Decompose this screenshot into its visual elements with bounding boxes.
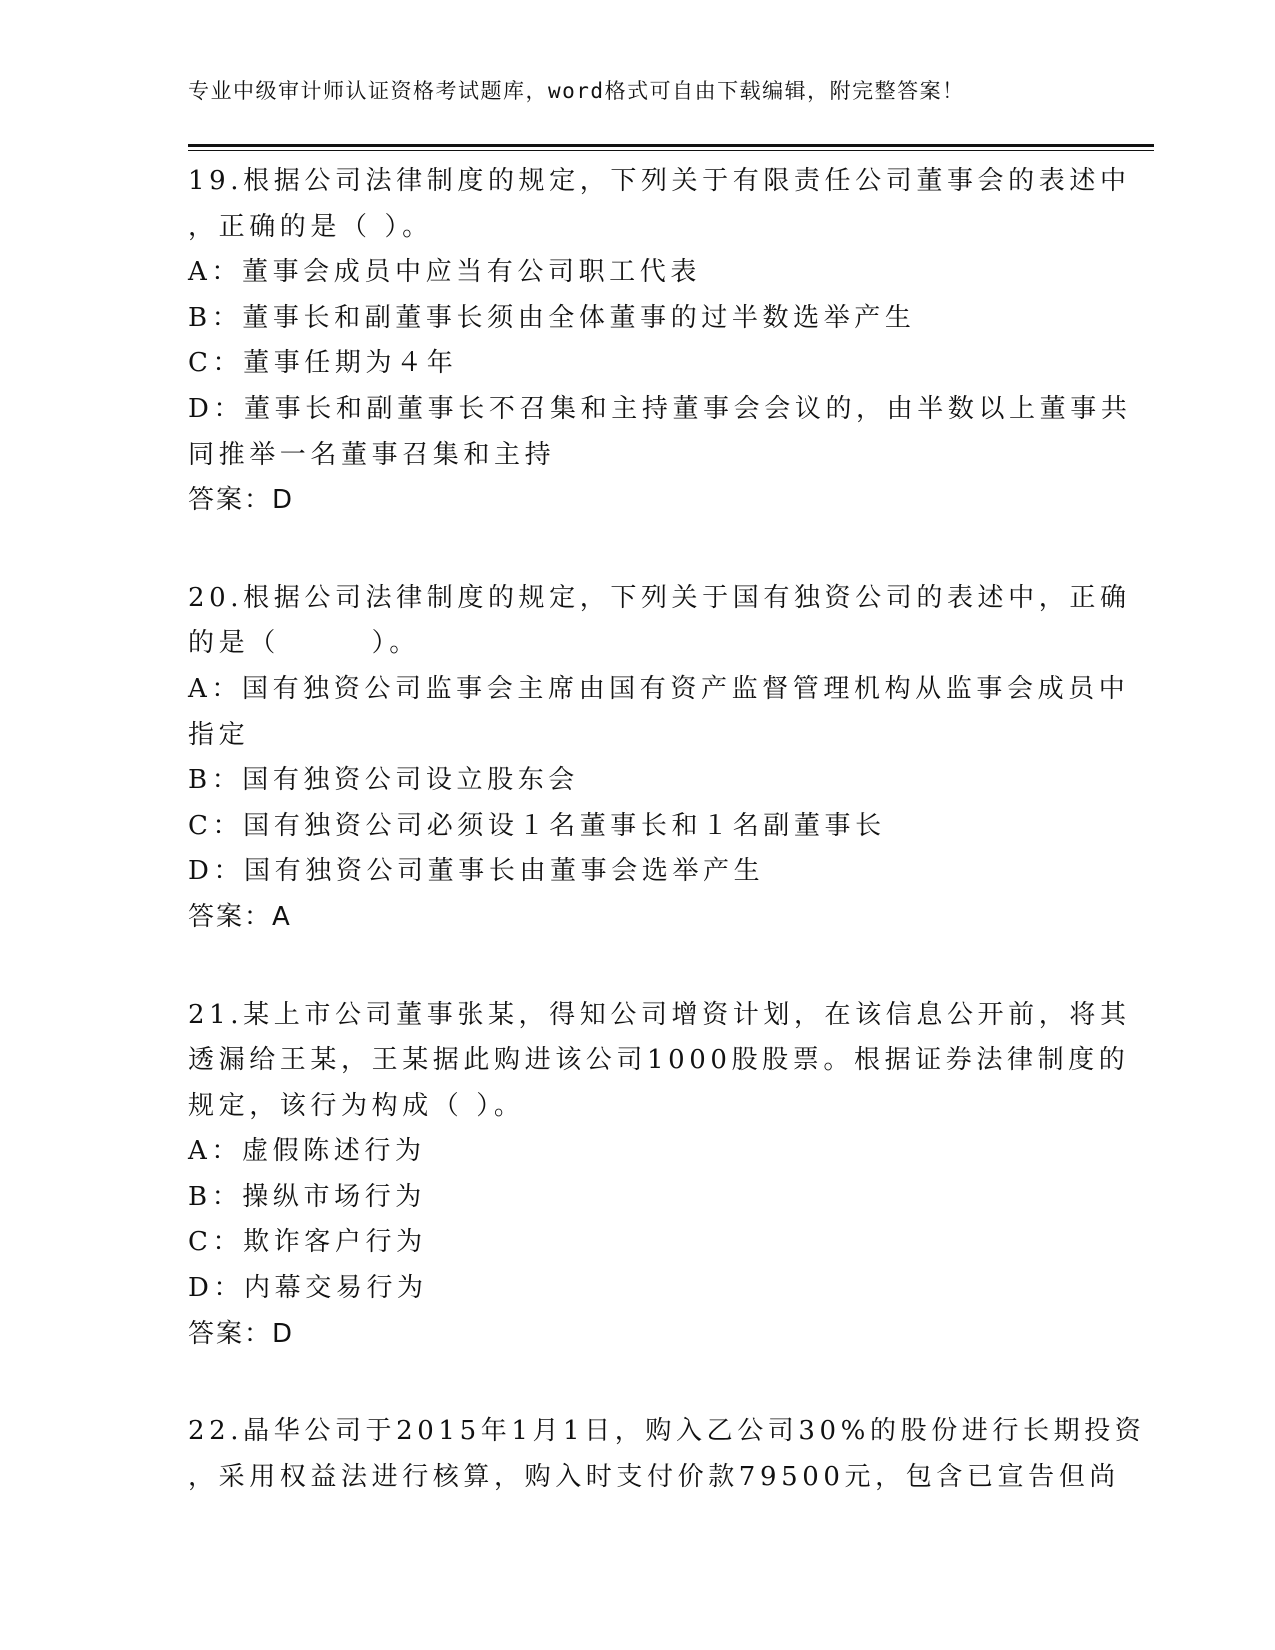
question-19 [188, 159, 1132, 524]
question-20-stem-line-2: 的是（ ）。 [188, 628, 420, 659]
question-19-stem-line-2: ，正确的是（ ）。 [188, 211, 433, 242]
question-20-stem-line-1: 20.根据公司法律制度的规定，下列关于国有独资公司的表述中，正确 [188, 582, 1131, 613]
header-rule-thin [188, 150, 1154, 151]
question-20-option-a-line-2: 指定 [188, 719, 250, 750]
question-20-option-b: B：国有独资公司设立股东会 [188, 765, 579, 796]
question-20-answer: 答案：A [188, 901, 292, 932]
question-list [188, 159, 1146, 1552]
question-19-stem-line-1: 19.根据公司法律制度的规定，下列关于有限责任公司董事会的表述中 [188, 166, 1131, 196]
header-rule-thick [188, 144, 1154, 147]
page-header: 专业中级审计师认证资格考试题库，word格式可自由下载编辑，附完整答案！ [188, 79, 965, 103]
question-19-option-d-line-2: 同推举一名董事召集和主持 [188, 439, 556, 470]
question-21-answer: 答案：D [188, 1318, 295, 1349]
question-21-option-b: B：操纵市场行为 [188, 1181, 426, 1212]
question-19-option-a: A：董事会成员中应当有公司职工代表 [188, 257, 701, 288]
question-19-option-d-line-1: D：董事长和副董事长不召集和主持董事会会议的，由半数以上董事共 [188, 393, 1132, 424]
question-20-option-d: D：国有独资公司董事长由董事会选举产生 [188, 856, 765, 887]
question-19-option-c: C：董事任期为４年 [188, 348, 458, 379]
question-21-option-d: D：内幕交易行为 [188, 1273, 428, 1304]
question-20-option-c: C：国有独资公司必须设１名董事长和１名副董事长 [188, 810, 886, 841]
question-21-stem-line-3: 规定，该行为构成（ ）。 [188, 1090, 525, 1121]
question-22 [188, 1409, 1146, 1500]
question-21-stem-line-1: 21.某上市公司董事张某，得知公司增资计划，在该信息公开前，将其 [188, 999, 1131, 1030]
question-20 [188, 576, 1131, 941]
question-22-stem-line-2: ，采用权益法进行核算，购入时支付价款79500元，包含已宣告但尚 [188, 1461, 1120, 1492]
question-21-option-a: A：虚假陈述行为 [188, 1136, 426, 1167]
question-20-option-a-line-1: A：国有独资公司监事会主席由国有资产监督管理机构从监事会成员中 [188, 673, 1130, 704]
question-19-answer: 答案：D [188, 485, 295, 516]
question-21-stem-line-2: 透漏给王某，王某据此购进该公司1000股股票。根据证券法律制度的 [188, 1045, 1130, 1076]
question-22-stem-line-1: 22.晶华公司于2015年1月1日，购入乙公司30%的股份进行长期投资 [188, 1416, 1146, 1447]
question-21 [188, 993, 1131, 1358]
question-21-option-c: C：欺诈客户行为 [188, 1227, 427, 1258]
question-19-option-b: B：董事长和副董事长须由全体董事的过半数选举产生 [188, 302, 916, 333]
